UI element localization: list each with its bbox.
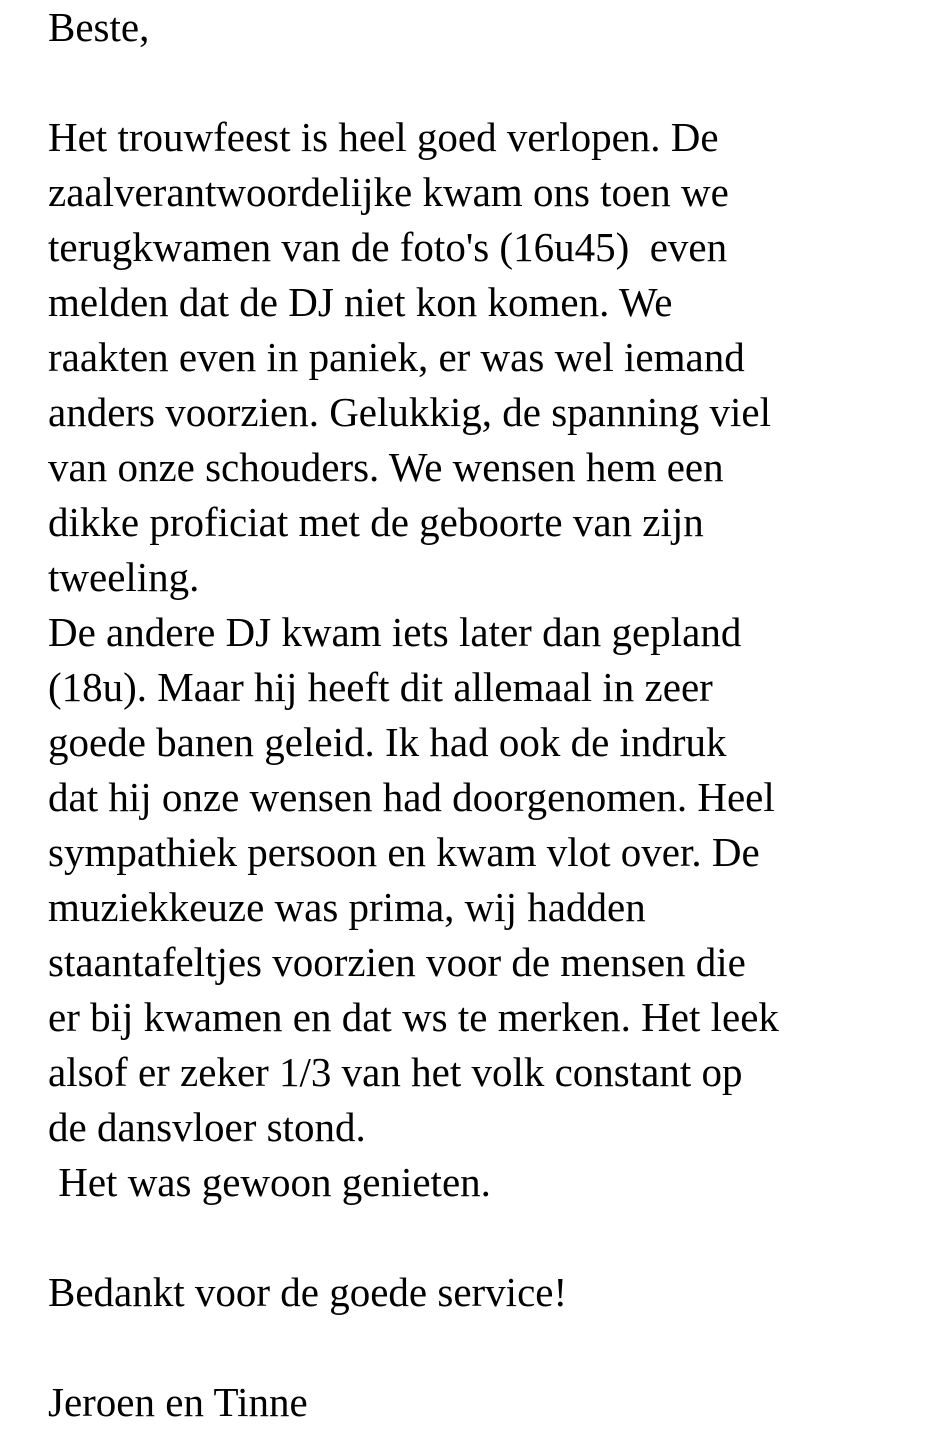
text-line: (18u). Maar hij heeft dit allemaal in zeer — [48, 664, 713, 710]
blank-line — [48, 55, 943, 110]
closing-line: Het was gewoon genieten. — [48, 1159, 491, 1205]
text-line: er bij kwamen en dat ws te merken. Het leek — [48, 994, 779, 1040]
thanks-line: Bedankt voor de goede service! — [48, 1269, 568, 1315]
text-line: Het trouwfeest is heel goed verlopen. De — [48, 114, 719, 160]
text-line: melden dat de DJ niet kon komen. We — [48, 279, 673, 325]
paragraph-wedding-report — [48, 110, 943, 605]
text-line: van onze schouders. We wensen hem een — [48, 444, 724, 490]
blank-line — [48, 1210, 943, 1265]
text-line: goede banen geleid. Ik had ook de indruk — [48, 719, 727, 765]
text-line: De andere DJ kwam iets later dan gepland — [48, 609, 742, 655]
text-line: zaalverantwoordelijke kwam ons toen we — [48, 169, 729, 215]
text-line: dikke proficiat met de geboorte van zijn — [48, 499, 704, 545]
paragraph-dj-review — [48, 605, 943, 1155]
text-line: terugkwamen van de foto's (16u45) even — [48, 224, 728, 270]
text-line: de dansvloer stond. — [48, 1104, 366, 1150]
signature: Jeroen en Tinne — [48, 1379, 308, 1425]
text-line: alsof er zeker 1/3 van het volk constant op — [48, 1049, 743, 1095]
text-line: anders voorzien. Gelukkig, de spanning viel — [48, 389, 772, 435]
text-line: staantafeltjes voorzien voor de mensen die — [48, 939, 746, 985]
text-line: dat hij onze wensen had doorgenomen. Heel — [48, 774, 775, 820]
letter-body — [48, 0, 943, 1430]
text-line: raakten even in paniek, er was wel iemand — [48, 334, 745, 380]
text-line: muziekkeuze was prima, wij hadden — [48, 884, 646, 930]
blank-line — [48, 1320, 943, 1375]
text-line: tweeling. — [48, 554, 200, 600]
text-line: sympathiek persoon en kwam vlot over. De — [48, 829, 760, 875]
greeting: Beste, — [48, 4, 150, 50]
